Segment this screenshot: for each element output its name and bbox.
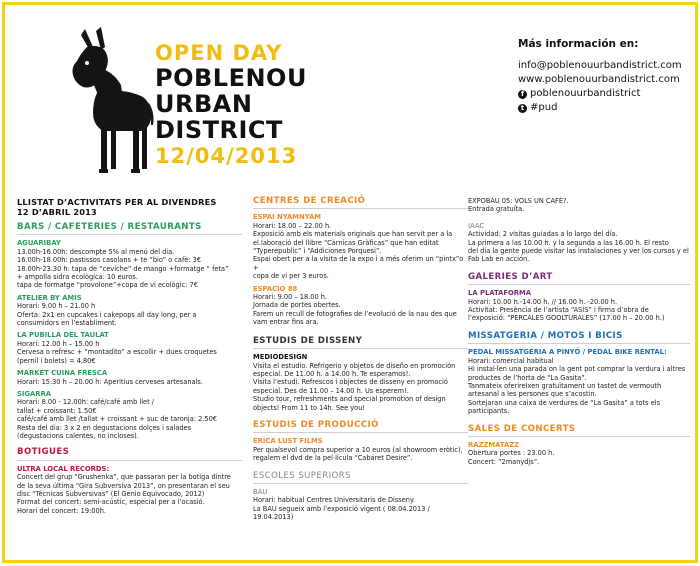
venue-espacio-text: Horari: 9.00 – 18.00 h. Jornada de portes obertes. Farem un recull de fotografies de l’evolució de la nau des que vam entrar fins ara.	[253, 293, 457, 327]
venue-razzmatazz-text: Obertura portes : 23.00 h. Concert: “2manydjs”.	[468, 449, 555, 466]
contact-facebook[interactable]	[518, 87, 682, 101]
expobau-text: EXPOBAU 05: VOLS UN CAFÈ?. Entrada gratuïta.	[468, 197, 569, 214]
divider	[17, 460, 242, 461]
disseny-heading: ESTUDIS DE DISSENY	[253, 335, 363, 346]
venue-iaac-text: Actividad: 2 visitas guiadas a lo largo del día. La primera a las 10.00 h. y la segunda a las 16.00 h. El resto del día la gente puede visitar las instalaciones y ver los cursos y el Fab Lab en acción.	[468, 230, 689, 264]
divider	[253, 208, 468, 209]
venue-plataforma-text: Horari: 10.00 h.-14.00 h. // 16.00 h. -20.00 h. Activitat: Presència de l’artista “ASÍS” i firma d’obra de l’exposició: “PERCALES GOOLTURALES” (17.00 h – 20.00 h.)	[468, 297, 665, 323]
list-title: LLISTAT D’ACTIVITATS PER AL DIVENDRES 12 D’ABRIL 2013	[17, 197, 217, 217]
title-district: DISTRICT	[155, 116, 283, 144]
venue-ultra: ULTRA LOCAL RECORDS:	[17, 464, 110, 473]
botigues-heading: BOTIGUES	[17, 447, 70, 458]
donkey-logo	[63, 27, 155, 175]
escoles-heading: ESCOLES SUPERIORS	[253, 470, 351, 481]
missatgeria-heading: MISSATGERIA / MOTOS I BICIS	[468, 330, 623, 341]
divider	[468, 436, 690, 437]
facebook-icon: f	[518, 90, 527, 99]
venue-razzmatazz: RAZZMATAZZ	[468, 440, 520, 449]
venue-nyamnyam-text: Horari: 18.00 – 22.00 h. Exposició amb els materials originals que han servit per a la el.laboració del llibre “Càrnicas Gràficas” que han editat “Typerepublic” i “Addiciones Porquesi”. Espai obert per a la visita de la expo i a més oferim un “pintx”o + copa de vi per 3 euros.	[253, 221, 464, 281]
column-2	[253, 197, 468, 522]
venue-erica-text: Per qualsevol compra superior a 10 euros (al showroom eròtic), regalem el dvd de la pel·lícula “Cabaret Desire”.	[253, 445, 463, 463]
venue-bau-text: Horari: habitual Centres Universitaris de Disseny. La BAU segueix amb l’exposició vigent ( 08.04.2013 / 19.04.2013)	[253, 496, 430, 522]
venue-sigarra-text: Horari: 8.00 - 12.00h: café/café amb llet / tallat + croissant: 1.50€ café/café amb llet /tallat + croissant + suc de taronja: 2.50€ Resta del dia: 3 x 2 en degustacions dolçes i salades (degustacions calentes, no incloses).	[17, 398, 218, 440]
galeries-heading: GALERIES D’ART	[468, 271, 553, 282]
venue-atelier-text: Horari: 9.00 h – 21.00 h Oferta: 2x1 en cupcakes i cakepops all day long, per a consumidors en l’establiment.	[17, 302, 197, 328]
bars-heading: BARS / CAFETERIES / RESTAURANTS	[17, 222, 202, 232]
venue-bau: BAU	[253, 487, 268, 496]
venue-pedal: PEDAL MISSATGERIA A PINYÓ / PEDAL BIKE RENTAL:	[468, 348, 667, 357]
contact-email[interactable]	[518, 59, 682, 73]
divider	[17, 234, 242, 235]
venue-taulat: LA PUBILLA DEL TAULAT	[17, 331, 109, 340]
divider	[253, 483, 468, 484]
divider	[253, 348, 468, 349]
divider	[253, 432, 468, 433]
centres-heading: CENTRES DE CREACIÓ	[253, 196, 366, 206]
concerts-heading: SALES DE CONCERTS	[468, 423, 576, 434]
title-poblenou: POBLENOU	[155, 64, 307, 92]
column-3	[468, 197, 690, 466]
open-day-label: OPEN DAY	[155, 41, 283, 65]
contact-heading: Más información en:	[518, 38, 639, 50]
venue-atelier: ATELIER BY AMIS	[17, 293, 82, 302]
venue-sigarra: SIGARRA	[17, 389, 51, 398]
venue-plataforma: LA PLATAFORMA	[468, 289, 532, 298]
venue-mediodesign: MEDIODESIGN	[253, 353, 308, 362]
venue-ultra-text: Concert del grup “Grushenka”, que passaran per la botiga dintre de la seva última “Gira Subversiva 2013”, on presentaran el seu disc “Técnicas Subversivas” (El Genio Equivocado, 2012) Format del concert: semi-acústic, especial per a l’ocasió. Horari del concert: 19:00h.	[17, 473, 231, 515]
email-text: info@poblenouurbandistrict.com	[518, 60, 682, 71]
venue-cuina-text: Horari: 15.30 h – 20.00 h: Aperitius cerveses artesanals.	[17, 377, 203, 386]
poster-frame	[2, 2, 698, 563]
event-title-block	[155, 41, 307, 169]
title-urban: URBAN	[155, 90, 253, 118]
venue-iaac: IAAC	[468, 221, 485, 230]
divider	[468, 343, 690, 344]
facebook-text: poblenouurbandistrict	[530, 88, 641, 99]
produccio-heading: ESTUDIS DE PRODUCCIÓ	[253, 419, 379, 430]
venue-erica: ERICA LUST FILMS	[253, 437, 323, 446]
twitter-text: #pud	[530, 102, 558, 113]
event-date: 12/04/2013	[155, 144, 298, 168]
contact-info	[518, 37, 682, 115]
contact-twitter[interactable]	[518, 101, 682, 115]
venue-nyamnyam: ESPAI NYAMNYAM	[253, 213, 322, 222]
divider	[468, 284, 690, 285]
column-1	[17, 197, 242, 515]
venue-aguaribay-text: 13.00h-16.00h: descompte 5% al menú del dia. 16.00h-18.00h: pastissos casolans + te “bio” o cafè: 3€ 18.00h-23.30 h: tapa de “ceviche” de mango +formatge “ feta” + ampolla sidra ecològica: 10 euros. tapa de formatge “provolone”+copa de vi ecològic: 7€	[17, 247, 229, 290]
venue-aguaribay: AGUARIBAY	[17, 239, 61, 248]
venue-cuina: MARKET CUINA FRESCA	[17, 369, 108, 378]
venue-pedal-text: Horari: comercial habitual Hi instal·len una parada on la gent pot comprar la verdura i altres productes de l’horta de “La Gasita”. Tanmateix oferirelxen gratuïtament un tastet de vermouth artesanal a les persones que s’acostin. Sortejaran una caixa de verdures de “La Gasita” a tots els participants.	[468, 356, 686, 416]
venue-taulat-text: Horari: 12.00 h – 15.00 h Cervesa o refresc + “montadito” a escollir + dues croquetes (pernil i bolets) = 4,80€	[17, 339, 217, 365]
venue-mediodesign-text: Visita el estudio. Refrigerio y objetos de diseño en promoción especial. De 11.00 h. a 14.00 h. Te esperamos!. Visita l’estudi. Refrescos i objectes de disseny en promoció especial. Des de 11.00 – 14.00 h. Us esperem!. Studio tour, refreshments and special promotion of design objects! From 11 to 14h. See you!	[253, 361, 456, 412]
contact-web[interactable]	[518, 73, 682, 87]
web-text: www.poblenouurbandistrict.com	[518, 74, 680, 85]
twitter-icon: t	[518, 104, 527, 113]
venue-espacio: ESPACIO 88	[253, 284, 298, 293]
